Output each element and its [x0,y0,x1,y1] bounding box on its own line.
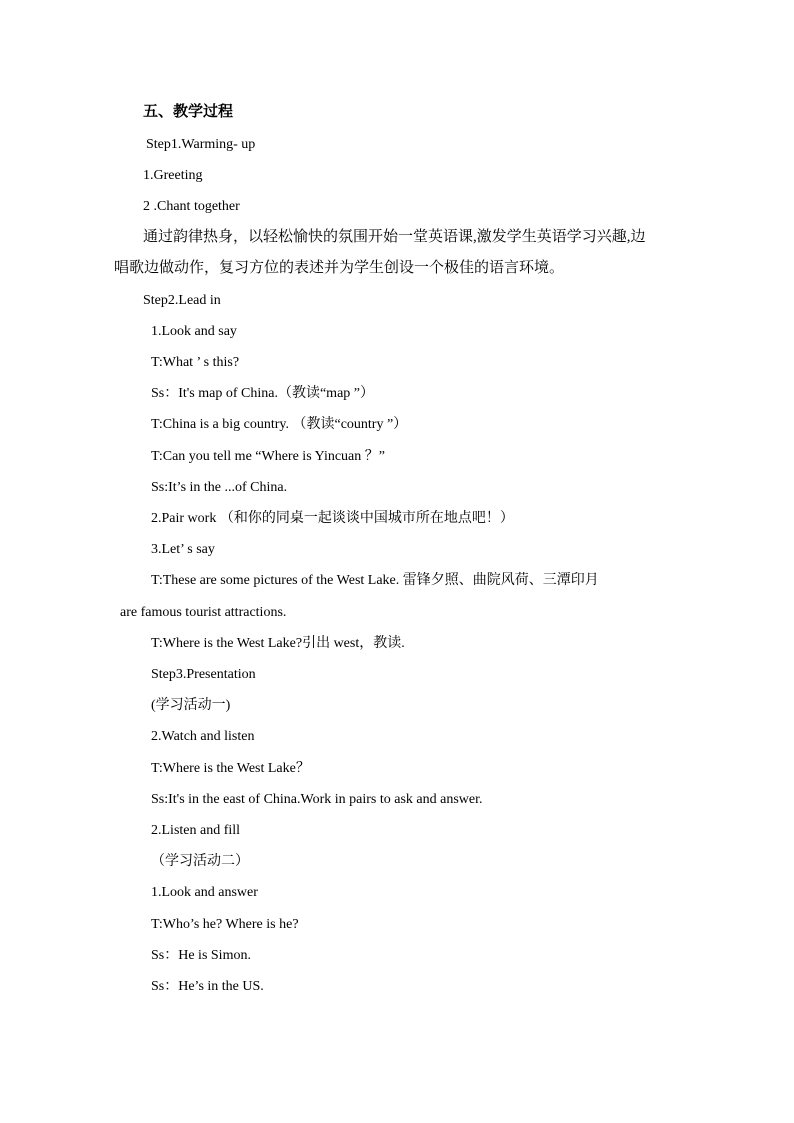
where-west-lake-line: T:Where is the West Lake?引出 west，教读. [151,636,405,651]
student-china-line: Ss:It’s in the ...of China. [151,480,288,495]
lets-say-line: 3.Let’ s say [151,542,215,557]
look-and-say-line: 1.Look and say [151,324,237,339]
teacher-question-line: T:What ’ s this? [151,355,240,370]
watch-and-listen-line: 2.Watch and listen [151,729,255,744]
pair-work-line: 2.Pair work （和你的同桌一起谈谈中国城市所在地点吧！） [151,511,514,526]
step1-title: Step1.Warming- up [146,137,256,152]
chinese-paragraph-line-2: 唱歌边做动作，复习方位的表述并为学生创设一个极佳的语言环境。 [114,260,565,276]
student-simon-line: Ss：He is Simon. [151,948,251,963]
greeting-line: 1.Greeting [143,168,203,183]
teacher-west-lake-question: T:Where is the West Lake？ [151,761,310,776]
activity-two-label: （学习活动二） [151,854,249,869]
student-answer-map-line: Ss：It's map of China.（教读“map ”） [151,386,374,401]
listen-and-fill-line: 2.Listen and fill [151,823,241,838]
student-us-line: Ss：He’s in the US. [151,979,264,994]
teacher-country-line: T:China is a big country. （教读“country ”） [151,417,408,432]
teacher-yincuan-line: T:Can you tell me “Where is Yincuan ？” [151,449,385,464]
chinese-paragraph-line-1: 通过韵律热身，以轻松愉快的氛围开始一堂英语课,激发学生英语学习兴趣,边 [143,229,646,245]
step3-title: Step3.Presentation [151,667,256,682]
west-lake-pictures-line: T:These are some pictures of the West Lake. 雷锋夕照、曲院风荷、三潭印月 [151,573,599,588]
section-heading: 五、教学过程 [143,104,234,120]
tourist-attractions-line: are famous tourist attractions. [120,605,287,620]
student-east-china-line: Ss:It's in the east of China.Work in pairs to ask and answer. [151,792,483,807]
activity-one-label: (学习活动一) [151,698,231,713]
chant-line: 2 .Chant together [143,199,240,214]
step2-title: Step2.Lead in [143,293,221,308]
look-and-answer-line: 1.Look and answer [151,885,258,900]
teacher-who-line: T:Who’s he? Where is he? [151,917,299,932]
